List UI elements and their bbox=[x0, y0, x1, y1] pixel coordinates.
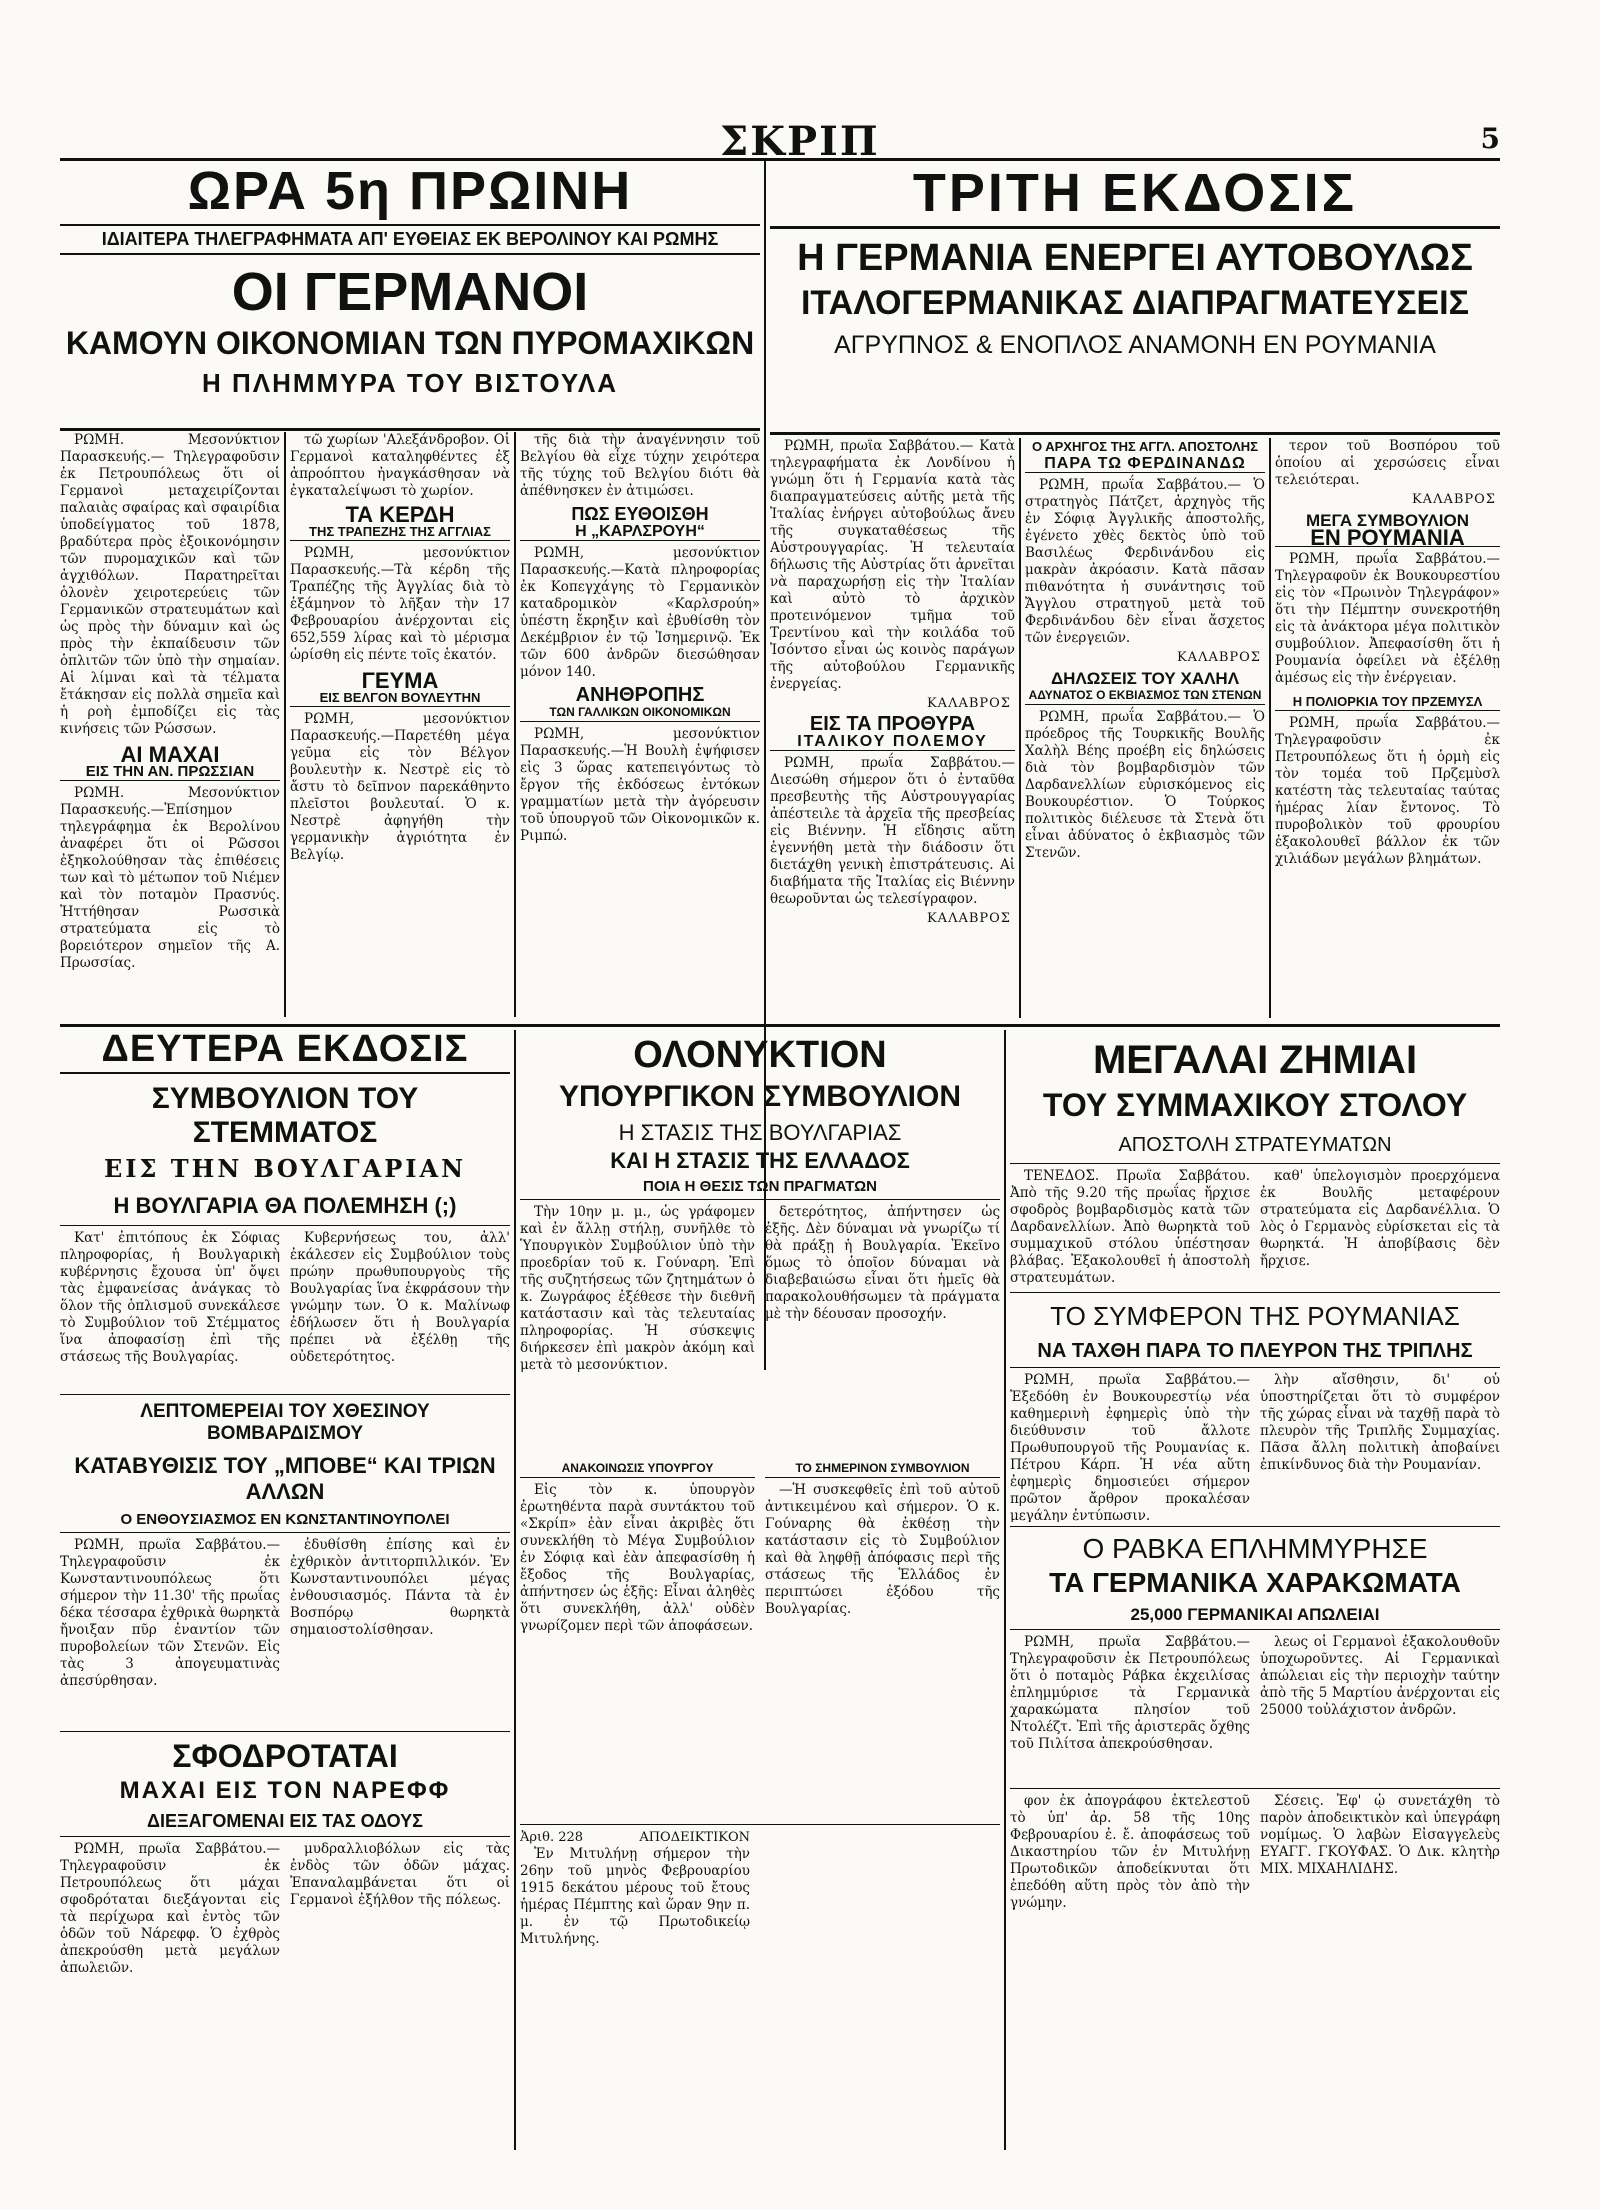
top-left-col1 bbox=[60, 432, 280, 1012]
archigos-sig: ΚΑΛΑΒΡΟΣ bbox=[1176, 650, 1261, 665]
top-right-col3-sig: ΚΑΛΑΒΡΟΣ bbox=[1411, 492, 1496, 507]
top-left-col3-text: τῆς διὰ τὴν ἀναγέννησιν τοῦ Βελγίου θὰ εἶχε τύχην χειρότερα τῆς τύχης τοῦ Βελγίου διότι θὰ ἀπέθνησκεν ἐν ἀτιμώσει. bbox=[520, 432, 760, 499]
top-right-h3: ΑΓΡΥΠΝΟΣ & ΕΝΟΠΛΟΣ ΑΝΑΜΟΝΗ ΕΝ ΡΟΥΜΑΝΙΑ bbox=[834, 331, 1436, 359]
machai-head: ΑΙ ΜΑΧΑΙ bbox=[120, 742, 220, 767]
detail-text1: ΡΩΜΗ, πρωΐα Σαββάτου.— Τηλεγραφοῦσιν ἐκ Κωνσταντινουπόλεως ὅτι σήμερον τὴν 11.30' τῆς πρωΐας δέκα τέσσαρα ἐχθρικὰ θωρηκτὰ ἤνοιξαν πῦρ ἐναντίον τῶν πυροβολείων τῶν Στενῶν. Εἰς τὰς 3 ἀπογευματινὰς ἀπεσύρθησαν. bbox=[60, 1537, 280, 1689]
notice-text1: φον ἐκ ἀπογράφου ἐκτελεστοῦ τὸ ὑπ' ἀρ. 58 τῆς 10ης Φεβρουαρίου ἐ. ἔ. ἀποφάσεως τοῦ Δικαστηρίου τῶν ἐν Μιτυλήνῃ Πρωτοδικῶν ἀποδείκνυται ὅτι ἐπεδόθη αὕτη πρὸς τὸν ἀπὸ τὴν γνώμην. bbox=[1010, 1793, 1250, 1911]
top-left-col2 bbox=[290, 432, 510, 1012]
ravka-text2: λεως οἱ Γερμανοὶ ἐξακολουθοῦν ὑποχωροῦντες. Αἱ Γερμανικαὶ ἀπώλειαι εἰς τὴν περιοχὴν ταύτην ἀπὸ τῆς 5 Μαρτίου ἀνέρχονται εἰς 25000 τοὐλάχιστον ἀνδρῶν. bbox=[1260, 1634, 1500, 1718]
dilosis-text: ΡΩΜΗ, πρωΐα Σαββάτου.— Ὁ πρόεδρος τῆς Τουρκικῆς Βουλῆς Χαλὴλ Βέης προέβη εἰς δηλώσεις διὰ τὸν βομβαρδισμὸν τῶν Δαρδανελλίων εὑρισκόμενος εἰς Βουκουρέστιον. Ὁ Τούρκος πολιτικὸς διέλευσε τὰ Στενὰ ὅτι εἶναι ἀδύνατος ὁ ἐκβιασμὸς τῶν Στενῶν. bbox=[1025, 709, 1265, 861]
arith-text: Ἐν Μιτυλήνῃ σήμερον τὴν 26ην τοῦ μηνὸς Φεβρουαρίου 1915 δεκάτου μέρους τοῦ ἔτους ἡμέρας Πέμπτης καὶ ὥραν 9ην π. μ. ἐν τῷ Πρωτοδικείῳ Μιτυλήνης. bbox=[520, 1846, 750, 1947]
top-left-h2: ΚΑΜΟΥΝ ΟΙΚΟΝΟΜΙΑΝ ΤΩΝ ΠΥΡΟΜΑΧΙΚΩΝ bbox=[65, 325, 755, 361]
protthira-text: ΡΩΜΗ, πρωΐα Σαββάτου.— Διεσώθη σήμερον ὅτι ὁ ἐνταῦθα πρεσβευτὴς τῆς Αὐστρουγγαρίας ἀπέστειλε τὰ ἀρχεῖα τῆς πρεσβείας εἰς Βιέννην. Ἡ εἴδησις αὕτη ἐγεννήθη μετὰ τὴν διάδοσιν ὅτι διετάχθη γενικὴ ἐπιστράτευσις. Αἱ διαβήματα τῆς Ἰταλίας εἰς Βιέννην θεωροῦνται ὡς τελεσίγραφον. bbox=[770, 755, 1015, 907]
bottom-mid-h3: Η ΣΤΑΣΙΣ ΤΗΣ ΒΟΥΛΓΑΡΙΑΣ bbox=[618, 1120, 902, 1145]
bottom-mid-section bbox=[520, 1030, 1000, 2150]
bottom-mid-h1: ΟΛΟΝΥΚΤΙΟΝ bbox=[633, 1034, 887, 1076]
symferon-text1: ΡΩΜΗ, πρωΐα Σαββάτου.—Ἐξεδόθη ἐν Βουκουρεστίῳ νέα καθημερινὴ ἐφημερὶς ὑπὸ τὴν διεύθυνσιν τοῦ ἄλλοτε Πρωθυπουργοῦ τῆς Ρουμανίας κ. Πέτρου Κάρπ. Ἡ νέα αὕτη ἐφημερὶς δημοσιεύει σήμερον πρῶτον ἄρθρον προκαλέσαν μεγάλην ἐντύπωσιν. bbox=[1010, 1372, 1250, 1522]
bottom-mid-h2: ΥΠΟΥΡΓΙΚΟΝ ΣΥΜΒΟΥΛΙΟΝ bbox=[559, 1080, 961, 1113]
symferon-text2: λὴν αἴσθησιν, δι' οὗ ὑποστηρίζεται ὅτι τὸ συμφέρον τῆς χώρας εἶναι νὰ ταχθῇ παρὰ τὸ πλευρὸν τῆς Τριπλῆς Συμμαχίας. Πᾶσα ἄλλη πολιτικὴ ἀποβαίνει ἐπικίνδυνος διὰ τὴν Ρουμανίαν. bbox=[1260, 1372, 1500, 1473]
anakoinosis-text: Εἰς τὸν κ. ὑπουργὸν ἐρωτηθέντα παρὰ συντάκτου τοῦ «Σκρίπ» ἐὰν εἶναι ἀκριβὲς ὅτι συνεκλήθη τὸ Μέγα Συμβούλιον ἐν Σόφιᾳ καὶ ἐὰν ἀπεφασίσθη ἡ ἔξοδος τῆς Βουλγαρίας, ἀπήντησεν ὡς ἑξῆς: Εἶναι ἀληθὲς ὅτι συνεκλήθη, ἀλλ' οὐδὲν γνωρίζομεν περὶ τῶν ἀποφάσεων. bbox=[520, 1482, 755, 1634]
bottom-left-h3: Η ΒΟΥΛΓΑΡΙΑ ΘΑ ΠΟΛΕΜΗΣΗ (;) bbox=[113, 1193, 457, 1218]
anithropis-text: ΡΩΜΗ, μεσονύκτιον Παρασκευής.—Ἡ Βουλὴ ἐψήφισεν εἰς 3 ὥρας κατεπειγόντως τὸ ἔργον τῆς ἐκδόσεως ἐντόκων γραμματίων μετὰ τὴν ἀγόρευσιν τοῦ ὑπουργοῦ τῶν Οἰκονομικῶν κ. Ριμπώ. bbox=[520, 726, 760, 844]
detail-sub: ΚΑΤΑΒΥΘΙΣΙΣ ΤΟΥ „ΜΠΟΒΕ“ ΚΑΙ ΤΡΙΩΝ ΑΛΛΩΝ bbox=[74, 1453, 496, 1504]
masthead-title: ΣΚΡΙΠ bbox=[720, 118, 880, 165]
ravka-h3: 25,000 ΓΕΡΜΑΝΙΚΑΙ ΑΠΩΛΕΙΑΙ bbox=[1010, 1605, 1500, 1630]
sfod-head: ΣΦΟΔΡΟΤΑΤΑΙ bbox=[172, 1738, 398, 1774]
top-right-h2: ΙΤΑΛΟΓΕΡΜΑΝΙΚΑΣ ΔΙΑΠΡΑΓΜΑΤΕΥΣΕΙΣ bbox=[800, 284, 1470, 322]
sfod-h3: ΔΙΕΞΑΓΟΜΕΝΑΙ ΕΙΣ ΤΑΣ ΟΔΟΥΣ bbox=[60, 1811, 510, 1837]
top-left-banner: ΩΡΑ 5η ΠΡΩΙΝΗ bbox=[187, 161, 633, 221]
archigos-text: ΡΩΜΗ, πρωΐα Σαββάτου.— Ὁ στρατηγὸς Πάτζετ, ἀρχηγὸς τῆς ἐν Σόφιᾳ Ἀγγλικῆς ἀποστολῆς, ἐγένετο χθὲς δεκτὸς ὑπὸ τοῦ Βασιλέως Φερδινάνδου εἰς μακρὰν ἀκρόασιν. Κατὰ πᾶσαν πιθανότητα ἡ συνάντησις τοῦ Ἄγγλου στρατηγοῦ μετὰ τοῦ Φερδινάνδου δὲν εἶναι ἄσχετος τῶν ἐνεργειῶν. bbox=[1025, 477, 1265, 646]
symvoulion-sub: ΕΝ ΡΟΥΜΑΝΙΑ bbox=[1275, 529, 1500, 547]
kerdi-text: ΡΩΜΗ, μεσονύκτιον Παρασκευής.—Τὰ κέρδη τῆς Τραπέζης τῆς Ἀγγλίας διὰ τὸ ἑξάμηνον τὸ λῆξαν τὴν 17 Φεβρουαρίου ἀνέρχονται εἰς 652,559 λίρας καὶ τὸ μέρισμα ὡρίσθη εἰς πέντε τοῖς ἑκατόν. bbox=[290, 545, 510, 663]
geuma-sub: ΕΙΣ ΒΕΛΓΟΝ ΒΟΥΛΕΥΤΗΝ bbox=[290, 689, 510, 707]
ravka-text1: ΡΩΜΗ, πρωΐα Σαββάτου.— Τηλεγραφοῦσιν ἐκ Πετρουπόλεως ὅτι ὁ ποταμὸς Ράβκα ἐκχειλίσας ἐπλημμύρισε τὰ Γερμανικὰ χαρακώματα πλησίον τοῦ Ντολέζτ. Ἐπὶ τῆς ἀριστερᾶς ὄχθης τοῦ Πιλίτσα ἀπεκρούσθησαν. bbox=[1010, 1634, 1250, 1752]
protthira-sub: ΙΤΑΛΙΚΟΥ ΠΟΛΕΜΟΥ bbox=[770, 733, 1015, 751]
top-right-col1-text: ΡΩΜΗ, πρωΐα Σαββάτου.— Κατὰ τηλεγραφήματα ἐκ Λονδίνου ἡ γνώμη ὅτι ἡ Γερμανία κατὰ τὰς διαπραγματεύσεις αὐτῆς μετὰ τῆς Ἰταλίας ἐνήργει αὐτοβούλως ἄνευ τῆς συγκαταθέσεως τῆς Αὐστρουγγαρίας. Ἡ τελευταία δήλωσις τῆς Αὐστρίας ὅτι ἀρνεῖται νὰ παραχωρήσῃ εἰς τὴν Ἰταλίαν καὶ αὐτὸ τὸ ἀρχικὸν προτεινόμενον τμῆμα τοῦ Τρεντίνου καὶ τὴν κοιλάδα τοῦ Ἰσόντσο εἶναι ὡς κοινὸς παράγων τῆς αὐτοβούλου Γερμανικῆς ἐνεργείας. bbox=[770, 438, 1015, 692]
sfod-text2: μυδραλλιοβόλων εἰς τὰς ἐνδὸς τῶν ὁδῶν μάχας. Ἐπαναλαμβάνεται ὅτι οἱ Γερμανοὶ ἐξήλθον τῆς πόλεως. bbox=[290, 1841, 510, 1908]
anithropis-head: ΑΝΗΘΡΟΠΗΣ bbox=[575, 684, 705, 706]
symferon-sub: ΝΑ ΤΑΧΘΗ ΠΑΡΑ ΤΟ ΠΛΕΥΡΟΝ ΤΗΣ ΤΡΙΠΛΗΣ bbox=[1010, 1340, 1500, 1368]
bottom-left-h2: ΕΙΣ ΤΗΝ ΒΟΥΛΓΑΡΙΑΝ bbox=[103, 1154, 467, 1183]
ravka-head: Ο ΡΑΒΚΑ ΕΠΛΗΜΜΥΡΗΣΕ bbox=[1082, 1533, 1428, 1564]
sfod-sub: ΜΑΧΑΙ ΕΙΣ ΤΟΝ ΝΑΡΕΦΦ bbox=[119, 1777, 451, 1804]
detail-h3: Ο ΕΝΘΟΥΣΙΑΣΜΟΣ ΕΝ ΚΩΝΣΤΑΝΤΙΝΟΥΠΟΛΕΙ bbox=[60, 1511, 510, 1533]
bottom-mid-text1: Τὴν 10ην μ. μ., ὡς γράφομεν καὶ ἐν ἄλλῃ στήλῃ, συνῆλθε τὸ Ὑπουργικὸν Συμβούλιον ὑπὸ τὴν προεδρίαν τοῦ κ. Γούναρη. Ἐπὶ τῆς συζητήσεως τῶν ζητημάτων ὁ κ. Ζωγράφος ἐξέθεσε τὴν διεθνῆ κατάστασιν καὶ τὰς τελευταίας πληροφορίας. Ἡ σύσκεψις διήρκεσεν ἐπὶ μακρὸν ἀκόμη καὶ μετὰ τὸ μεσονύκτιον. bbox=[520, 1204, 755, 1373]
machai-text: ΡΩΜΗ. Μεσονύκτιον Παρασκευής.—Ἐπίσημον τηλεγράφημα ἐκ Βερολίνου ἀναφέρει ὅτι οἱ Ρῶσσοι ἐξηκολούθησαν τὰς ἐπιθέσεις των καὶ τὸ μέτωπον τοῦ Νιέμεν καὶ τὸν ποταμὸν Πρασνύς. Ἠττήθησαν Ρωσσικὰ στρατεύματα εἰς τὸ βορειότερον σημεῖον τῆς Α. Πρωσσίας. bbox=[60, 785, 280, 971]
archigos-head: Ο ΑΡΧΗΓΟΣ ΤΗΣ ΑΓΓΛ. ΑΠΟΣΤΟΛΗΣ bbox=[1032, 439, 1258, 454]
bottom-left-banner: ΔΕΥΤΕΡΑ ΕΚΔΟΣΙΣ bbox=[60, 1030, 510, 1074]
ravka-sub: ΤΑ ΓΕΡΜΑΝΙΚΑ ΧΑΡΑΚΩΜΑΤΑ bbox=[1049, 1567, 1461, 1598]
protthira-head: ΕΙΣ ΤΑ ΠΡΟΘΥΡΑ bbox=[809, 713, 976, 735]
evthoisi-text: ΡΩΜΗ, μεσονύκτιον Παρασκευής.—Κατὰ πληροφορίας ἐκ Κοπεγχάγης τὸ Γερμανικὸν καταδρομικὸν «Καρλσρούη» ὑπέστη ἔκρηξιν καὶ ἐβυθίσθη τὸν Δεκέμβριον ἐν τῷ Ἰσημερινῷ. Ἐκ τῶν 600 ἀνδρῶν διεσώθησαν μόνον 140. bbox=[520, 545, 760, 680]
symvoulion-text: ΡΩΜΗ, πρωΐα Σαββάτου.— Τηλεγραφοῦν ἐκ Βουκουρεστίου εἰς τὸν «Πρωινὸν Τηλεγράφον» ὅτι τὴν Πέμπτην συνεκροτήθη εἰς τὰ ἀνάκτορα μέγα πολιτικὸν συμβούλιον. Ἀπεφασίσθη ὅτι ἡ Ρουμανία ὀφείλει νὰ ἐξέλθῃ ἀμέσως εἰς τὴν ἐνέργειαν. bbox=[1275, 551, 1500, 686]
masthead bbox=[60, 118, 1500, 165]
top-right-col3 bbox=[1275, 438, 1500, 1018]
symferon-head: ΤΟ ΣΥΜΦΕΡΟΝ ΤΗΣ ΡΟΥΜΑΝΙΑΣ bbox=[1050, 1301, 1460, 1331]
top-left-h1: ΟΙ ΓΕΡΜΑΝΟΙ bbox=[231, 262, 589, 322]
detail-head: ΛΕΠΤΟΜΕΡΕΙΑΙ ΤΟΥ ΧΘΕΣΙΝΟΥ ΒΟΜΒΑΡΔΙΣΜΟΥ bbox=[140, 1401, 430, 1444]
top-right-col1 bbox=[770, 438, 1015, 1018]
machai-sub: ΕΙΣ ΤΗΝ ΑΝ. ΠΡΩΣΣΙΑΝ bbox=[60, 763, 280, 781]
top-left-h3: Η ΠΛΗΜΜΥΡΑ ΤΟΥ ΒΙΣΤΟΥΛΑ bbox=[201, 368, 619, 398]
protthira-sig: ΚΑΛΑΒΡΟΣ bbox=[926, 911, 1011, 926]
bottom-right-h2: ΤΟΥ ΣΥΜΜΑΧΙΚΟΥ ΣΤΟΛΟΥ bbox=[1042, 1087, 1468, 1123]
simerinon-head: ΤΟ ΣΗΜΕΡΙΝΟΝ ΣΥΜΒΟΥΛΙΟΝ bbox=[765, 1460, 1000, 1478]
anakoinosis-head: ΑΝΑΚΟΙΝΩΣΙΣ ΥΠΟΥΡΓΟΥ bbox=[520, 1460, 755, 1478]
page-number: 5 bbox=[1480, 122, 1500, 155]
archigos-sub: ΠΑΡΑ ΤΩ ΦΕΡΔΙΝΑΝΔΩ bbox=[1025, 455, 1265, 473]
kerdi-sub: ΤΗΣ ΤΡΑΠΕΖΗΣ ΤΗΣ ΑΓΓΛΙΑΣ bbox=[290, 523, 510, 541]
arith-head: ΑΠΟΔΕΙΚΤΙΚΟΝ bbox=[639, 1830, 750, 1845]
notice-text2: Σέσεις. Ἐφ' ᾧ συνετάχθη τὸ παρὸν ἀποδεικτικὸν καὶ ὑπεγράφη νομίμως. Ὁ λαβὼν Εἰσαγγελεὺς ΕΥΑΓΓ. ΓΚΟΥΦΑΣ. Ὁ Δικ. κλητὴρ ΜΙΧ. ΜΙΧΑΗΛΙΔΗΣ. bbox=[1260, 1793, 1500, 1877]
top-left-col1-text: ΡΩΜΗ. Μεσονύκτιον Παρασκευής.— Τηλεγραφοῦσιν ἐκ Πετρουπόλεως ὅτι οἱ Γερμανοὶ μεταχειρίζονται παλαιὰς σφαίρας καὶ σφαιρίδια ὑποδείγματος τοῦ 1878, βραδύτερα πρὸς ἐξοικονόμησιν τῶν πυρομαχικῶν καὶ τῶν ἀγχιθόλων. Παρατηρεῖται ὁλονὲν χειροτερεύεις τῶν Γερμανικῶν στρατευμάτων καὶ ὡς πρὸς τὴν δύναμιν καὶ ὡς πρὸς τὴν ἐκπαίδευσιν τῶν ὁπλιτῶν τῶν ὑπὸ τὴν σημαίαν. Αἱ λίμναι καὶ τὰ τέλματα ἔτάκησαν εἰς πολλὰ σημεῖα καὶ ἡ ροὴ ἐμποδίζει εἰς τὰς κινήσεις τῶν Ρώσσων. bbox=[60, 432, 280, 737]
geuma-text: ΡΩΜΗ, μεσονύκτιον Παρασκευής.—Παρετέθη μέγα γεῦμα εἰς τὸν Βέλγον βουλευτὴν κ. Νεστρὲ εἰς τὸ ἄστυ τὸ δεῖπνον παρεκάθηντο πλεῖστοι βουλευταί. Ὁ κ. Νεστρὲ ἀφηγήθη τὴν γερμανικὴν ἀγριότητα ἐν Βελγίῳ. bbox=[290, 711, 510, 863]
bottom-left-text1: Κατ' ἐπιτόπους ἐκ Σόφιας πληροφορίας, ἡ Βουλγαρικὴ κυβέρνησις ἔχουσα ὑπ' ὄψει τὰς ἐμφανείσας ἀνάγκας τὸ ὅλον τῆς ὁπλισμοῦ συνεκάλεσε τὸ Συμβούλιον τοῦ Στέμματος ἵνα ἀποφασίσῃ ἐπὶ τῆς στάσεως τῆς Βουλγαρίας. bbox=[60, 1230, 280, 1365]
bottom-mid-h5: ΠΟΙΑ Η ΘΕΣΙΣ ΤΩΝ ΠΡΑΓΜΑΤΩΝ bbox=[520, 1178, 1000, 1200]
bottom-right-section bbox=[1010, 1030, 1500, 2150]
sfod-text1: ΡΩΜΗ, πρωΐα Σαββάτου.— Τηλεγραφοῦσιν ἐκ Πετρουπόλεως ὅτι μάχαι σφοδρόταται διεξάγονται εἰς τὰ περίχωρα καὶ ἐντὸς τῶν ὁδῶν τοῦ Νάρεφφ. Ὁ ἐχθρὸς ἀπεκρούσθη μετὰ μεγάλων ἀπωλειῶν. bbox=[60, 1841, 280, 1976]
top-right-section bbox=[770, 160, 1500, 460]
simerinon-text: —Ἡ συσκεφθεῖς ἐπὶ τοῦ αὐτοῦ ἀντικειμένου καὶ σήμερον. Ὁ κ. Γούναρης θὰ ἐκθέσῃ τὴν κατάστασιν εἰς τὸ Συμβούλιον καὶ θὰ ληφθῇ ἀπόφασις περὶ τῆς στάσεως τῆς Ἑλλάδος ἐν περιπτώσει ἐξόδου τῆς Βουλγαρίας. bbox=[765, 1482, 1000, 1617]
dilosis-head: ΔΗΛΩΣΕΙΣ ΤΟΥ ΧΑΛΗΛ bbox=[1050, 669, 1240, 688]
geuma-head: ΓΕΥΜΑ bbox=[361, 668, 439, 693]
bottom-right-h3: ΑΠΟΣΤΟΛΗ ΣΤΡΑΤΕΥΜΑΤΩΝ bbox=[1010, 1134, 1500, 1164]
top-left-col2-text: τῶ χωρίων 'Αλεξάνδροβον. Οἱ Γερμανοὶ καταληφθέντες ἐξ ἀπροόπτου ἠναγκάσθησαν νὰ ἐγκαταλείψωσι τὸ χωρίον. bbox=[290, 432, 510, 499]
top-right-col2 bbox=[1025, 438, 1265, 1018]
top-right-col3-text: τερον τοῦ Βοσπόρου τοῦ ὁποίου αἱ χερσώσεις εἶναι τελειότεραι. bbox=[1275, 438, 1500, 488]
bottom-left-section bbox=[60, 1030, 510, 2150]
poliorkia-head: Η ΠΟΛΙΟΡΚΙΑ ΤΟΥ ΠΡΖΕΜΥΣΛ bbox=[1275, 693, 1500, 711]
evthoisi-head: ΠΩΣ ΕΥΘΟΙΣΘΗ bbox=[571, 504, 709, 524]
bottom-right-text2: καθ' ὑπελογισμὸν προερχόμενα ἐκ Βουλῆς μεταφέρουν στρατεύματα εἰς Δαρδανέλλια. Ὁ λὸς ὁ Γερμανὸς εὑρίσκεται εἰς τὰ θωρηκτά. Ἡ ἀποβίβασις δὲν ἤρχισε. bbox=[1260, 1168, 1500, 1269]
top-right-h1: Η ΓΕΡΜΑΝΙΑ ΕΝΕΡΓΕΙ ΑΥΤΟΒΟΥΛΩΣ bbox=[797, 237, 1473, 279]
bottom-right-text1: ΤΕΝΕΔΟΣ. Πρωΐα Σαββάτου. Ἀπὸ τῆς 9.20 τῆς πρωΐας ἤρχισε σφοδρὸς βομβαρδισμὸς κατὰ τῶν Δαρδανελλίων. Ἀπὸ θωρηκτὰ τοῦ συμμαχικοῦ στόλου ὑπέστησαν βλάβας. Ἐξακολουθεῖ ἡ ἀποστολὴ στρατευμάτων. bbox=[1010, 1168, 1250, 1286]
bottom-right-h1: ΜΕΓΑΛΑΙ ΖΗΜΙΑΙ bbox=[1092, 1038, 1418, 1082]
bottom-left-h1: ΣΥΜΒΟΥΛΙΟΝ ΤΟΥ ΣΤΕΜΜΑΤΟΣ bbox=[151, 1082, 419, 1149]
top-left-strap: ΙΔΙΑΙΤΕΡΑ ΤΗΛΕΓΡΑΦΗΜΑΤΑ ΑΠ' ΕΥΘΕΙΑΣ ΕΚ ΒΕΡΟΛΙΝΟΥ ΚΑΙ ΡΩΜΗΣ bbox=[60, 224, 760, 255]
evthoisi-sub: Η „ΚΑΡΛΣΡΟΥΗ“ bbox=[520, 523, 760, 541]
poliorkia-text: ΡΩΜΗ, πρωΐα Σαββάτου.— Τηλεγραφοῦσιν ἐκ Πετρουπόλεως ὅτι ἡ ὁρμὴ εἰς τὸν τομέα τοῦ Πρζεμὺσλ κατέστη τὰς τελευταίας ταύτας ἡμέρας λίαν ἔντονος. Τὸ πυροβολικὸν τοῦ φρουρίου ἐξακολουθεῖ βάλλον ἐκ τῶν χιλιάδων μεγάλων βλημάτων. bbox=[1275, 715, 1500, 867]
bottom-mid-text2: δετερότητος, ἀπήντησεν ὡς ἑξῆς. Δὲν δύναμαι νὰ γνωρίζω τί θὰ πράξῃ ἡ Βουλγαρία. Ἐκεῖνο ὅμως τὸ ὁποῖον δύναμαι νὰ διαβεβαιώσω εἶναι ὅτι ἡμεῖς θὰ παρακολουθήσωμεν τὰ πράγματα μὲ τὴν δέουσαν προσοχήν. bbox=[765, 1204, 1000, 1322]
bottom-mid-h4: ΚΑΙ Η ΣΤΑΣΙΣ ΤΗΣ ΕΛΛΑΔΟΣ bbox=[610, 1148, 910, 1173]
anithropis-sub: ΤΩΝ ΓΑΛΛΙΚΩΝ ΟΙΚΟΝΟΜΙΚΩΝ bbox=[520, 704, 760, 722]
bottom-left-text2: Κυβερνήσεως του, ἀλλ' ἐκάλεσεν εἰς Συμβούλιον τοὺς πρώην πρωθυπουργοὺς τῆς Βουλγαρίας ἵνα ἐκφράσουν τὴν γνώμην των. Ὁ κ. Μαλίνωφ ἐδήλωσεν ὅτι ἡ Βουλγαρία πρέπει νὰ ἐξέλθῃ τῆς οὐδετερότητος. bbox=[290, 1230, 510, 1365]
arith-num: Ἀριθ. 228 bbox=[520, 1830, 584, 1845]
dilosis-sub: ΑΔΥΝΑΤΟΣ Ο ΕΚΒΙΑΣΜΟΣ ΤΩΝ ΣΤΕΝΩΝ bbox=[1025, 687, 1265, 705]
symvoulion-head: ΜΕΓΑ ΣΥΜΒΟΥΛΙΟΝ bbox=[1306, 511, 1469, 530]
top-right-banner: ΤΡΙΤΗ ΕΚΔΟΣΙΣ bbox=[770, 166, 1500, 229]
kerdi-head: ΤΑ ΚΕΡΔΗ bbox=[345, 502, 455, 527]
detail-text2: ἐδυθίσθη ἐπίσης καὶ ἐν ἐχθρικὸν ἀντιτορπιλλικόν. Ἐν Κωνσταντινουπόλει μέγας ἐνθουσιασμός. Πάντα τὰ ἐν Βοσπόρῳ θωρηκτὰ σημαιοστολίσθησαν. bbox=[290, 1537, 510, 1638]
top-right-col1-sig: ΚΑΛΑΒΡΟΣ bbox=[926, 696, 1011, 711]
top-left-col3 bbox=[520, 432, 760, 1012]
